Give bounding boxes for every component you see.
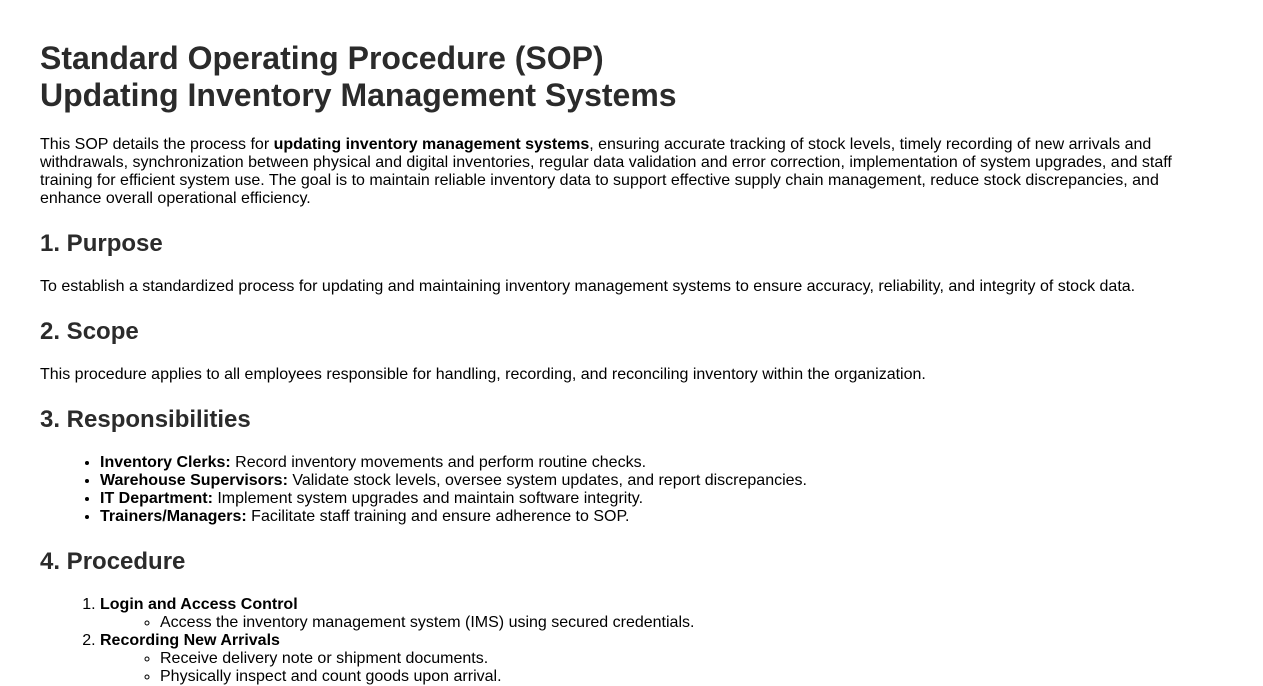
intro-bold: updating inventory management systems xyxy=(273,136,590,153)
intro-paragraph xyxy=(40,136,1223,208)
procedure-step xyxy=(100,596,1223,632)
responsibilities-list xyxy=(40,454,1223,526)
intro-prefix: This SOP details the process for xyxy=(40,136,274,153)
list-item xyxy=(100,490,1223,508)
purpose-heading: 1. Purpose xyxy=(40,230,163,257)
list-item xyxy=(100,508,1223,526)
substep-item: ◦ Receive delivery note or shipment documents. xyxy=(160,650,1223,668)
role-description: Implement system upgrades and maintain software integrity. xyxy=(212,490,644,507)
list-item xyxy=(100,472,1223,490)
role-label: Trainers/Managers: xyxy=(100,508,247,525)
step-title: Recording New Arrivals xyxy=(100,632,280,649)
intro-suffix: , ensuring accurate tracking of stock levels, timely recording of new arrivals and withdrawals, synchronization between physical and digital inventories, regular data validation and error correction, implementation of system upgrades, and staff training for efficient system use. The goal is to maintain reliable inventory data to support effective supply chain management, reduce stock discrepancies, and enhance overall operational efficiency. xyxy=(40,136,1172,207)
role-description: Validate stock levels, oversee system updates, and report discrepancies. xyxy=(287,472,807,489)
substep-list xyxy=(100,614,1223,632)
scope-heading: 2. Scope xyxy=(40,318,139,345)
page-title xyxy=(40,40,1223,114)
role-label: Warehouse Supervisors: xyxy=(100,472,288,489)
title-line-2: Updating Inventory Management Systems xyxy=(40,77,677,113)
role-description: Facilitate staff training and ensure adherence to SOP. xyxy=(246,508,630,525)
role-label: Inventory Clerks: xyxy=(100,454,231,471)
procedure-step xyxy=(100,632,1223,686)
step-title: Login and Access Control xyxy=(100,596,298,613)
procedure-list xyxy=(40,596,1223,686)
role-label: IT Department: xyxy=(100,490,213,507)
title-line-1: Standard Operating Procedure (SOP) xyxy=(40,40,604,76)
responsibilities-heading: 3. Responsibilities xyxy=(40,406,251,433)
substep-list xyxy=(100,650,1223,686)
purpose-text: To establish a standardized process for updating and maintaining inventory management systems to ensure accuracy, reliability, and integrity of stock data. xyxy=(40,278,1136,295)
substep-item: ◦ Physically inspect and count goods upon arrival. xyxy=(160,668,1223,686)
list-item xyxy=(100,454,1223,472)
procedure-heading: 4. Procedure xyxy=(40,548,186,575)
scope-text: This procedure applies to all employees responsible for handling, recording, and reconciling inventory within the organization. xyxy=(40,366,926,383)
substep-item: ◦ Access the inventory management system (IMS) using secured credentials. xyxy=(160,614,1223,632)
role-description: Record inventory movements and perform routine checks. xyxy=(230,454,647,471)
